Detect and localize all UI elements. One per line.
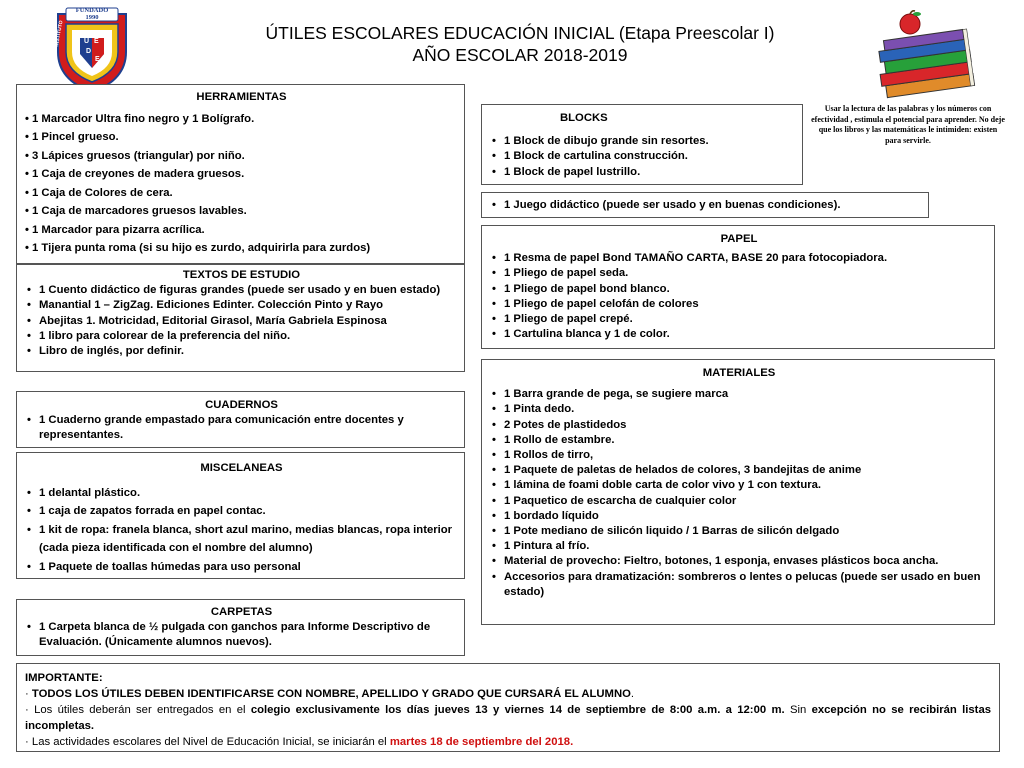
importante-bullet-3: · [25, 736, 29, 748]
page-title: ÚTILES ESCOLARES EDUCACIÓN INICIAL (Etapa Preescolar I) [265, 23, 775, 43]
papel-item: • 1 Pliego de papel crepé. [490, 312, 988, 327]
papel-item: • 1 Pliego de papel celofán de colores [490, 297, 988, 312]
school-year-title: AÑO ESCOLAR 2018-2019 [412, 45, 628, 65]
papel-item: • 1 Pliego de papel bond blanco. [490, 282, 988, 297]
importante-identify-text: TODOS LOS ÚTILES DEBEN IDENTIFICARSE CON NOMBRE, APELLIDO Y GRADO QUE CURSARÁ EL ALUMNO [31, 688, 631, 700]
materiales-item: • 1 Pote mediano de silicón liquido / 1 Barras de silicón delgado [490, 524, 988, 539]
miscelaneas-list [25, 484, 458, 577]
herramientas-item: • 1 Marcador Ultra fino negro y 1 Bolígrafo. [25, 110, 458, 129]
materiales-item: • 1 Rollos de tirro, [490, 448, 988, 463]
miscelaneas-title: MISCELANEAS [200, 462, 283, 474]
logo-banner-text [66, 8, 118, 21]
herramientas-item: • 1 Pincel grueso. [25, 128, 458, 147]
books-illustration [870, 10, 980, 102]
logo-letter-2: E [94, 38, 99, 45]
stack-of-books-icon [870, 10, 980, 102]
materiales-item: • 1 Paquete de paletas de helados de colores, 3 bandejitas de anime [490, 463, 988, 478]
textos-item: • 1 libro para colorear de la preferencia del niño. [25, 329, 458, 344]
importante-sin-word: Sin [789, 704, 807, 716]
textos-item: • 1 Cuento didáctico de figuras grandes (puede ser usado y en buen estado) [25, 283, 458, 298]
school-logo [50, 6, 134, 96]
cuadernos-item: • 1 Cuaderno grande empastado para comunicación entre docentes y representantes. [25, 413, 458, 443]
importante-box [16, 663, 1000, 752]
miscelaneas-item: • 1 caja de zapatos forrada en papel contac. [25, 502, 458, 521]
papel-list [490, 251, 988, 342]
carpetas-box [16, 599, 465, 656]
materiales-item: • 2 Potes de plastidedos [490, 418, 988, 433]
logo-founded-year: 1990 [85, 13, 99, 21]
importante-line-2 [25, 702, 991, 734]
logo-founded-label: FUNDADO [75, 7, 109, 14]
textos-item: • Manantial 1 – ZigZag. Ediciones Edinter. Colección Pinto y Rayo [25, 298, 458, 313]
importante-incomplete-warning: excepción no se recibirán listas incompletas. [25, 704, 992, 732]
papel-box [481, 225, 995, 349]
logo-letter-1: U [84, 38, 90, 45]
blocks-item: • 1 Block de cartulina construcción. [490, 149, 796, 164]
logo-letter-3: D [86, 48, 92, 55]
importante-title: IMPORTANTE: [25, 672, 103, 684]
importante-line-1 [25, 686, 991, 702]
herramientas-box [16, 84, 465, 264]
herramientas-item: • 1 Caja de Colores de cera. [25, 184, 458, 203]
blocks-box [481, 104, 803, 185]
reading-quote: Usar la lectura de las palabras y los números con efectividad , estimula el potencial para aprender. No deje que los libros y las matemáticas le intimiden: existen para servirle. [811, 104, 1005, 145]
logo-letter-4: E [95, 56, 100, 63]
materiales-item: • 1 Barra grande de pega, se sugiere marca [490, 387, 988, 402]
carpetas-title: CARPETAS [210, 606, 273, 618]
cuadernos-box [16, 391, 465, 448]
herramientas-item: • 3 Lápices gruesos (triangular) por niño. [25, 147, 458, 166]
importante-delivery-dates: colegio exclusivamente los días jueves 13 y viernes 14 de septiembre de 8:00 a.m. a 12:00 m. [250, 704, 785, 716]
miscelaneas-item: • 1 Paquete de toallas húmedas para uso personal [25, 558, 458, 577]
logo-arc-left-text: INSTITUTO [54, 20, 65, 48]
importante-bullet-2: · [25, 704, 29, 716]
cuadernos-title: CUADERNOS [205, 399, 278, 411]
materiales-item: • Accesorios para dramatización: sombreros o lentes o pelucas (puede ser usado en buen estado) [490, 570, 988, 600]
papel-item: • 1 Pliego de papel seda. [490, 266, 988, 281]
textos-list [25, 283, 458, 359]
importante-bullet-1: · [25, 688, 29, 700]
materiales-box [481, 359, 995, 625]
importante-line1-end: . [630, 688, 635, 700]
miscelaneas-item: • 1 kit de ropa: franela blanca, short azul marino, medias blancas, ropa interior (cada pieza identificada con el nombre del alumno) [25, 521, 458, 558]
materiales-item: • 1 Paquetico de escarcha de cualquier color [490, 494, 988, 509]
textos-box [16, 264, 465, 372]
papel-item: • 1 Resma de papel Bond TAMAÑO CARTA, BASE 20 para fotocopiadora. [490, 251, 988, 266]
textos-item: • Abejitas 1. Motricidad, Editorial Girasol, María Gabriela Espinosa [25, 314, 458, 329]
herramientas-item: • 1 Tijera punta roma (si su hijo es zurdo, adquirirla para zurdos) [25, 239, 458, 258]
textos-title: TEXTOS DE ESTUDIO [182, 269, 301, 281]
miscelaneas-item: • 1 delantal plástico. [25, 484, 458, 503]
materiales-item: • Material de provecho: Fieltro, botones, 1 esponja, envases plásticos boca ancha. [490, 554, 988, 569]
textos-item: • Libro de inglés, por definir. [25, 344, 458, 359]
carpetas-item: • 1 Carpeta blanca de ½ pulgada con ganchos para Informe Descriptivo de Evaluación. (Únicamente alumnos nuevos). [25, 620, 458, 650]
importante-delivery-intro: Los útiles deberán ser entregados en el [34, 704, 246, 716]
importante-start-intro: Las actividades escolares del Nivel de Educación Inicial, se iniciarán el [31, 736, 387, 748]
juego-list [490, 198, 922, 213]
herramientas-item: • 1 Caja de creyones de madera gruesos. [25, 165, 458, 184]
miscelaneas-box [16, 452, 465, 579]
page-title-block [140, 22, 900, 66]
materiales-item: • 1 Rollo de estambre. [490, 433, 988, 448]
importante-line-3 [25, 734, 991, 750]
materiales-item: • 1 bordado líquido [490, 509, 988, 524]
herramientas-item: • 1 Marcador para pizarra acrílica. [25, 221, 458, 240]
papel-title: PAPEL [720, 233, 758, 245]
materiales-title: MATERIALES [702, 367, 776, 379]
materiales-list [490, 387, 988, 600]
blocks-item: • 1 Block de dibujo grande sin resortes. [490, 134, 796, 149]
juego-box [481, 192, 929, 218]
herramientas-list [25, 110, 458, 258]
materiales-item: • 1 lámina de foami doble carta de color vivo y 1 con textura. [490, 478, 988, 493]
materiales-item: • 1 Pinta dedo. [490, 402, 988, 417]
cuadernos-list [25, 413, 458, 443]
materiales-item: • 1 Pintura al frío. [490, 539, 988, 554]
blocks-item: • 1 Block de papel lustrillo. [490, 165, 796, 180]
blocks-title: BLOCKS [560, 112, 608, 124]
importante-start-date: martes 18 de septiembre del 2018. [389, 736, 574, 748]
blocks-list [490, 134, 796, 180]
carpetas-list [25, 620, 458, 650]
herramientas-title: HERRAMIENTAS [196, 91, 287, 103]
juego-item: • 1 Juego didáctico (puede ser usado y en buenas condiciones). [490, 198, 922, 213]
herramientas-item: • 1 Caja de marcadores gruesos lavables. [25, 202, 458, 221]
papel-item: • 1 Cartulina blanca y 1 de color. [490, 327, 988, 342]
